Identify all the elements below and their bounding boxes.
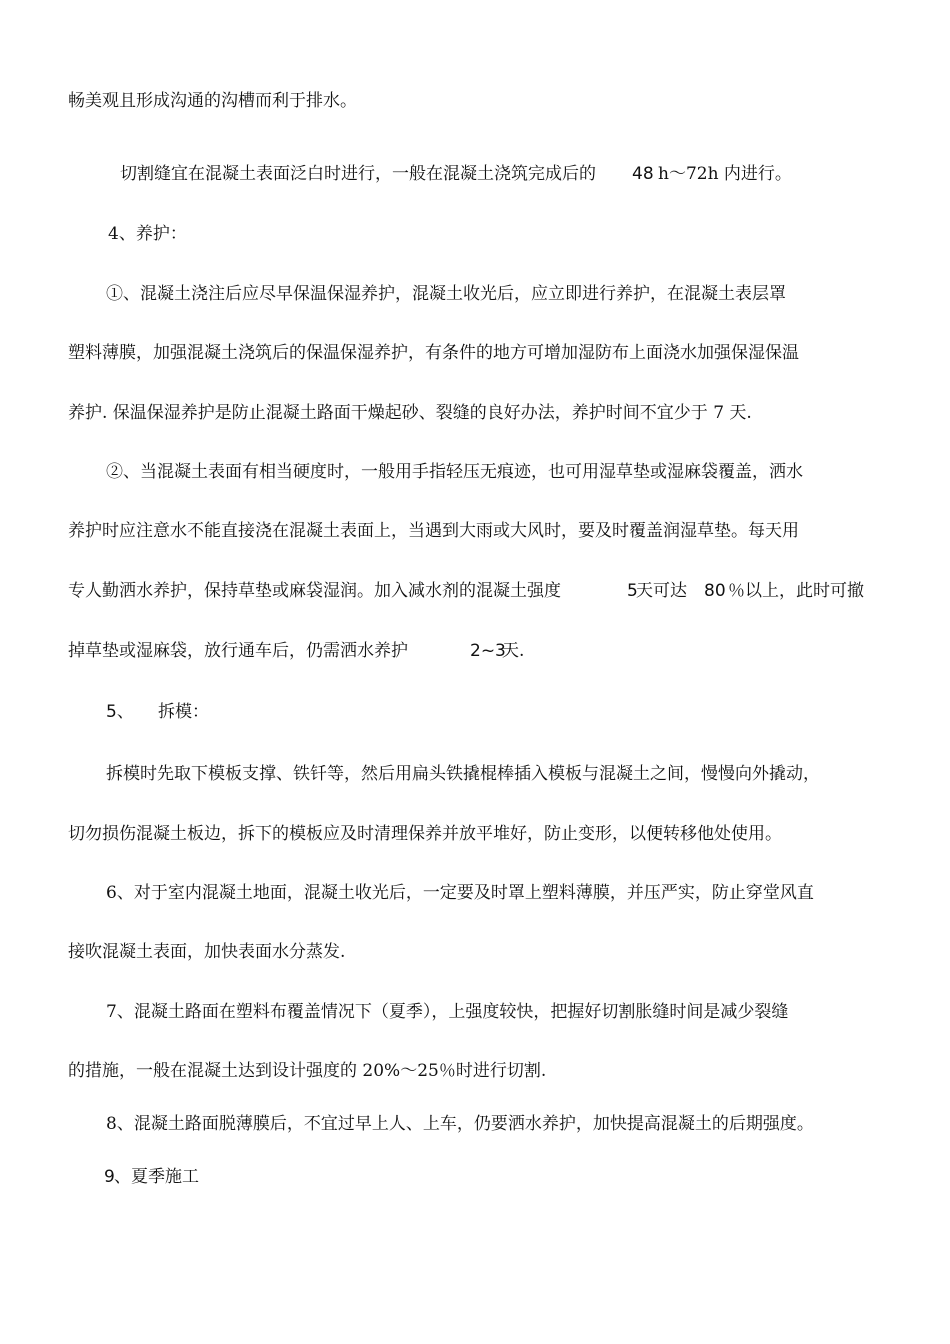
- text-run: 养护. 保温保湿养护是防止混凝土路面干燥起砂、裂缝的良好办法，养护时间不宜少于 7 天.: [68, 403, 752, 423]
- text-run: 7、混凝土路面在塑料布覆盖情况下（夏季），上强度较快，把握好切割胀缝时间是减少裂缝: [106, 1002, 789, 1022]
- text-run: 天.: [502, 641, 525, 661]
- text-run: 4、养护：: [108, 224, 187, 244]
- number-run: 48: [632, 164, 654, 184]
- text-run: 专人勤洒水养护，保持草垫或麻袋湿润。加入减水剂的混凝土强度: [68, 581, 561, 601]
- text-run: 切勿损伤混凝土板边，拆下的模板应及时清理保养并放平堆好，防止变形，以便转移他处使用。: [68, 824, 782, 844]
- heading-number: 9: [104, 1167, 115, 1187]
- text-run: 接吹混凝土表面，加快表面水分蒸发.: [68, 942, 346, 962]
- heading-text: 、夏季施工: [114, 1167, 199, 1187]
- text-run: ％以上，此时可撤: [728, 581, 864, 601]
- text-run: 6、对于室内混凝土地面，混凝土收光后，一定要及时罩上塑料薄膜，并压严实，防止穿堂风直: [106, 883, 814, 903]
- text-run: 天可达: [636, 581, 687, 601]
- text-run: 掉草垫或湿麻袋，放行通车后，仍需洒水养护: [68, 641, 408, 661]
- heading-number: 5、: [106, 702, 134, 722]
- text-run: 养护时应注意水不能直接浇在混凝土表面上，当遇到大雨或大风时，要及时覆盖润湿草垫。每天用: [68, 521, 799, 541]
- text-run: ②、当混凝土表面有相当硬度时，一般用手指轻压无痕迹，也可用湿草垫或湿麻袋覆盖，洒水: [106, 462, 803, 482]
- text-run: 畅美观且形成沟通的沟槽而利于排水。: [68, 91, 357, 111]
- heading-text: 拆模：: [158, 702, 209, 722]
- number-run: 2~3: [470, 641, 506, 661]
- text-run: h～72h 内进行。: [658, 164, 792, 184]
- number-run: 80: [704, 581, 726, 601]
- text-run: 拆模时先取下模板支撑、铁钎等，然后用扁头铁撬棍棒插入模板与混凝土之间，慢慢向外撬动，: [106, 764, 820, 784]
- number-run: 5: [627, 581, 638, 601]
- text-run: 塑料薄膜，加强混凝土浇筑后的保温保湿养护，有条件的地方可增加湿防布上面浇水加强保湿保温: [68, 343, 799, 363]
- text-run: 8、混凝土路面脱薄膜后，不宜过早上人、上车，仍要洒水养护，加快提高混凝土的后期强度。: [106, 1114, 814, 1134]
- text-run: ①、混凝土浇注后应尽早保温保湿养护，混凝土收光后，应立即进行养护，在混凝土表层罩: [106, 284, 786, 304]
- text-run: 切割缝宜在混凝土表面泛白时进行，一般在混凝土浇筑完成后的: [120, 164, 596, 184]
- text-run: 的措施，一般在混凝土达到设计强度的 20%～25％时进行切割.: [68, 1061, 547, 1081]
